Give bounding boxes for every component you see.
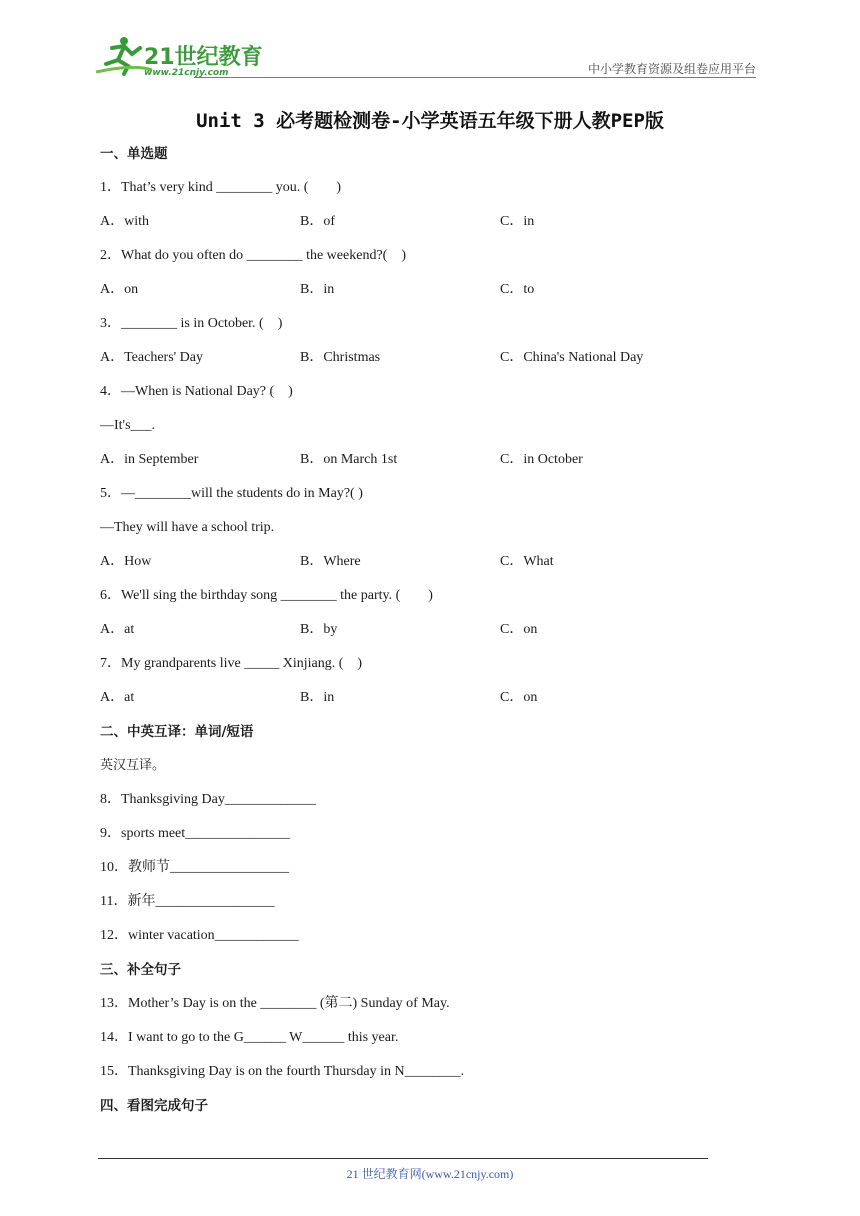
question-6: 6．We'll sing the birthday song ________ the party. ( )	[100, 588, 433, 603]
option-a: A．on	[100, 282, 139, 297]
option-b: B．of	[300, 214, 335, 229]
question-9: 9．sports meet_______________	[100, 826, 291, 841]
question-5-dialogue: —They will have a school trip.	[100, 520, 275, 535]
question-7-options	[100, 685, 720, 719]
option-c: C．in October	[500, 452, 583, 467]
question-12: 12．winter vacation____________	[100, 928, 299, 943]
option-c: C．China's National Day	[500, 350, 644, 365]
question-3-options	[100, 345, 720, 379]
option-a: A．in September	[100, 452, 199, 467]
section-2-instruction: 英汉互译。	[100, 758, 166, 773]
option-a: A．at	[100, 690, 135, 705]
question-2: 2．What do you often do ________ the weekend?( )	[100, 248, 406, 263]
section-heading-4: 四、看图完成句子	[100, 1098, 208, 1114]
option-b: B．Christmas	[300, 350, 381, 365]
question-4-dialogue: —It's___.	[100, 418, 156, 433]
question-11: 11．新年_________________	[100, 894, 275, 909]
section-heading-1: 一、单选题	[100, 146, 168, 162]
option-a: A．at	[100, 622, 135, 637]
footer-divider	[98, 1158, 708, 1159]
page-header	[94, 34, 756, 80]
option-b: B．by	[300, 622, 338, 637]
question-3: 3．________ is in October. ( )	[100, 316, 283, 331]
option-b: B．Where	[300, 554, 361, 569]
option-a: A．Teachers' Day	[100, 350, 203, 365]
page-title: Unit 3 必考题检测卷-小学英语五年级下册人教PEP版	[196, 110, 664, 132]
question-7: 7．My grandparents live _____ Xinjiang. ( )	[100, 656, 363, 671]
header-divider	[194, 77, 756, 78]
question-10: 10．教师节_________________	[100, 860, 289, 875]
question-2-options	[100, 277, 720, 311]
option-a: A．with	[100, 214, 149, 229]
question-6-options	[100, 617, 720, 651]
question-15: 15．Thanksgiving Day is on the fourth Thursday in N________.	[100, 1064, 465, 1079]
question-4: 4．—When is National Day? ( )	[100, 384, 293, 399]
question-13: 13．Mother’s Day is on the ________ (第二) Sunday of May.	[100, 996, 450, 1011]
question-8: 8．Thanksgiving Day_____________	[100, 792, 316, 807]
option-c: C．What	[500, 554, 554, 569]
question-14: 14．I want to go to the G______ W______ this year.	[100, 1030, 399, 1045]
option-c: C．on	[500, 622, 538, 637]
option-b: B．in	[300, 690, 335, 705]
option-c: C．in	[500, 214, 535, 229]
option-a: A．How	[100, 554, 152, 569]
logo-text: 21世纪教育	[144, 45, 263, 70]
question-5: 5．—________will the students do in May?( )	[100, 486, 363, 501]
section-heading-2: 二、中英互译：单词/短语	[100, 724, 254, 740]
option-c: C．on	[500, 690, 538, 705]
option-b: B．on March 1st	[300, 452, 398, 467]
option-b: B．in	[300, 282, 335, 297]
logo-url: www.21cnjy.com	[144, 68, 229, 78]
option-c: C．to	[500, 282, 535, 297]
question-4-options	[100, 447, 720, 481]
page-footer: 21 世纪教育网(www.21cnjy.com)	[346, 1167, 514, 1181]
section-heading-3: 三、补全句子	[100, 962, 181, 978]
exam-content	[100, 141, 720, 1127]
site-name: 中小学教育资源及组卷应用平台	[587, 62, 756, 76]
site-logo	[94, 34, 264, 78]
question-1-options	[100, 209, 720, 243]
question-1: 1．That’s very kind ________ you. ( )	[100, 180, 342, 195]
question-5-options	[100, 549, 720, 583]
